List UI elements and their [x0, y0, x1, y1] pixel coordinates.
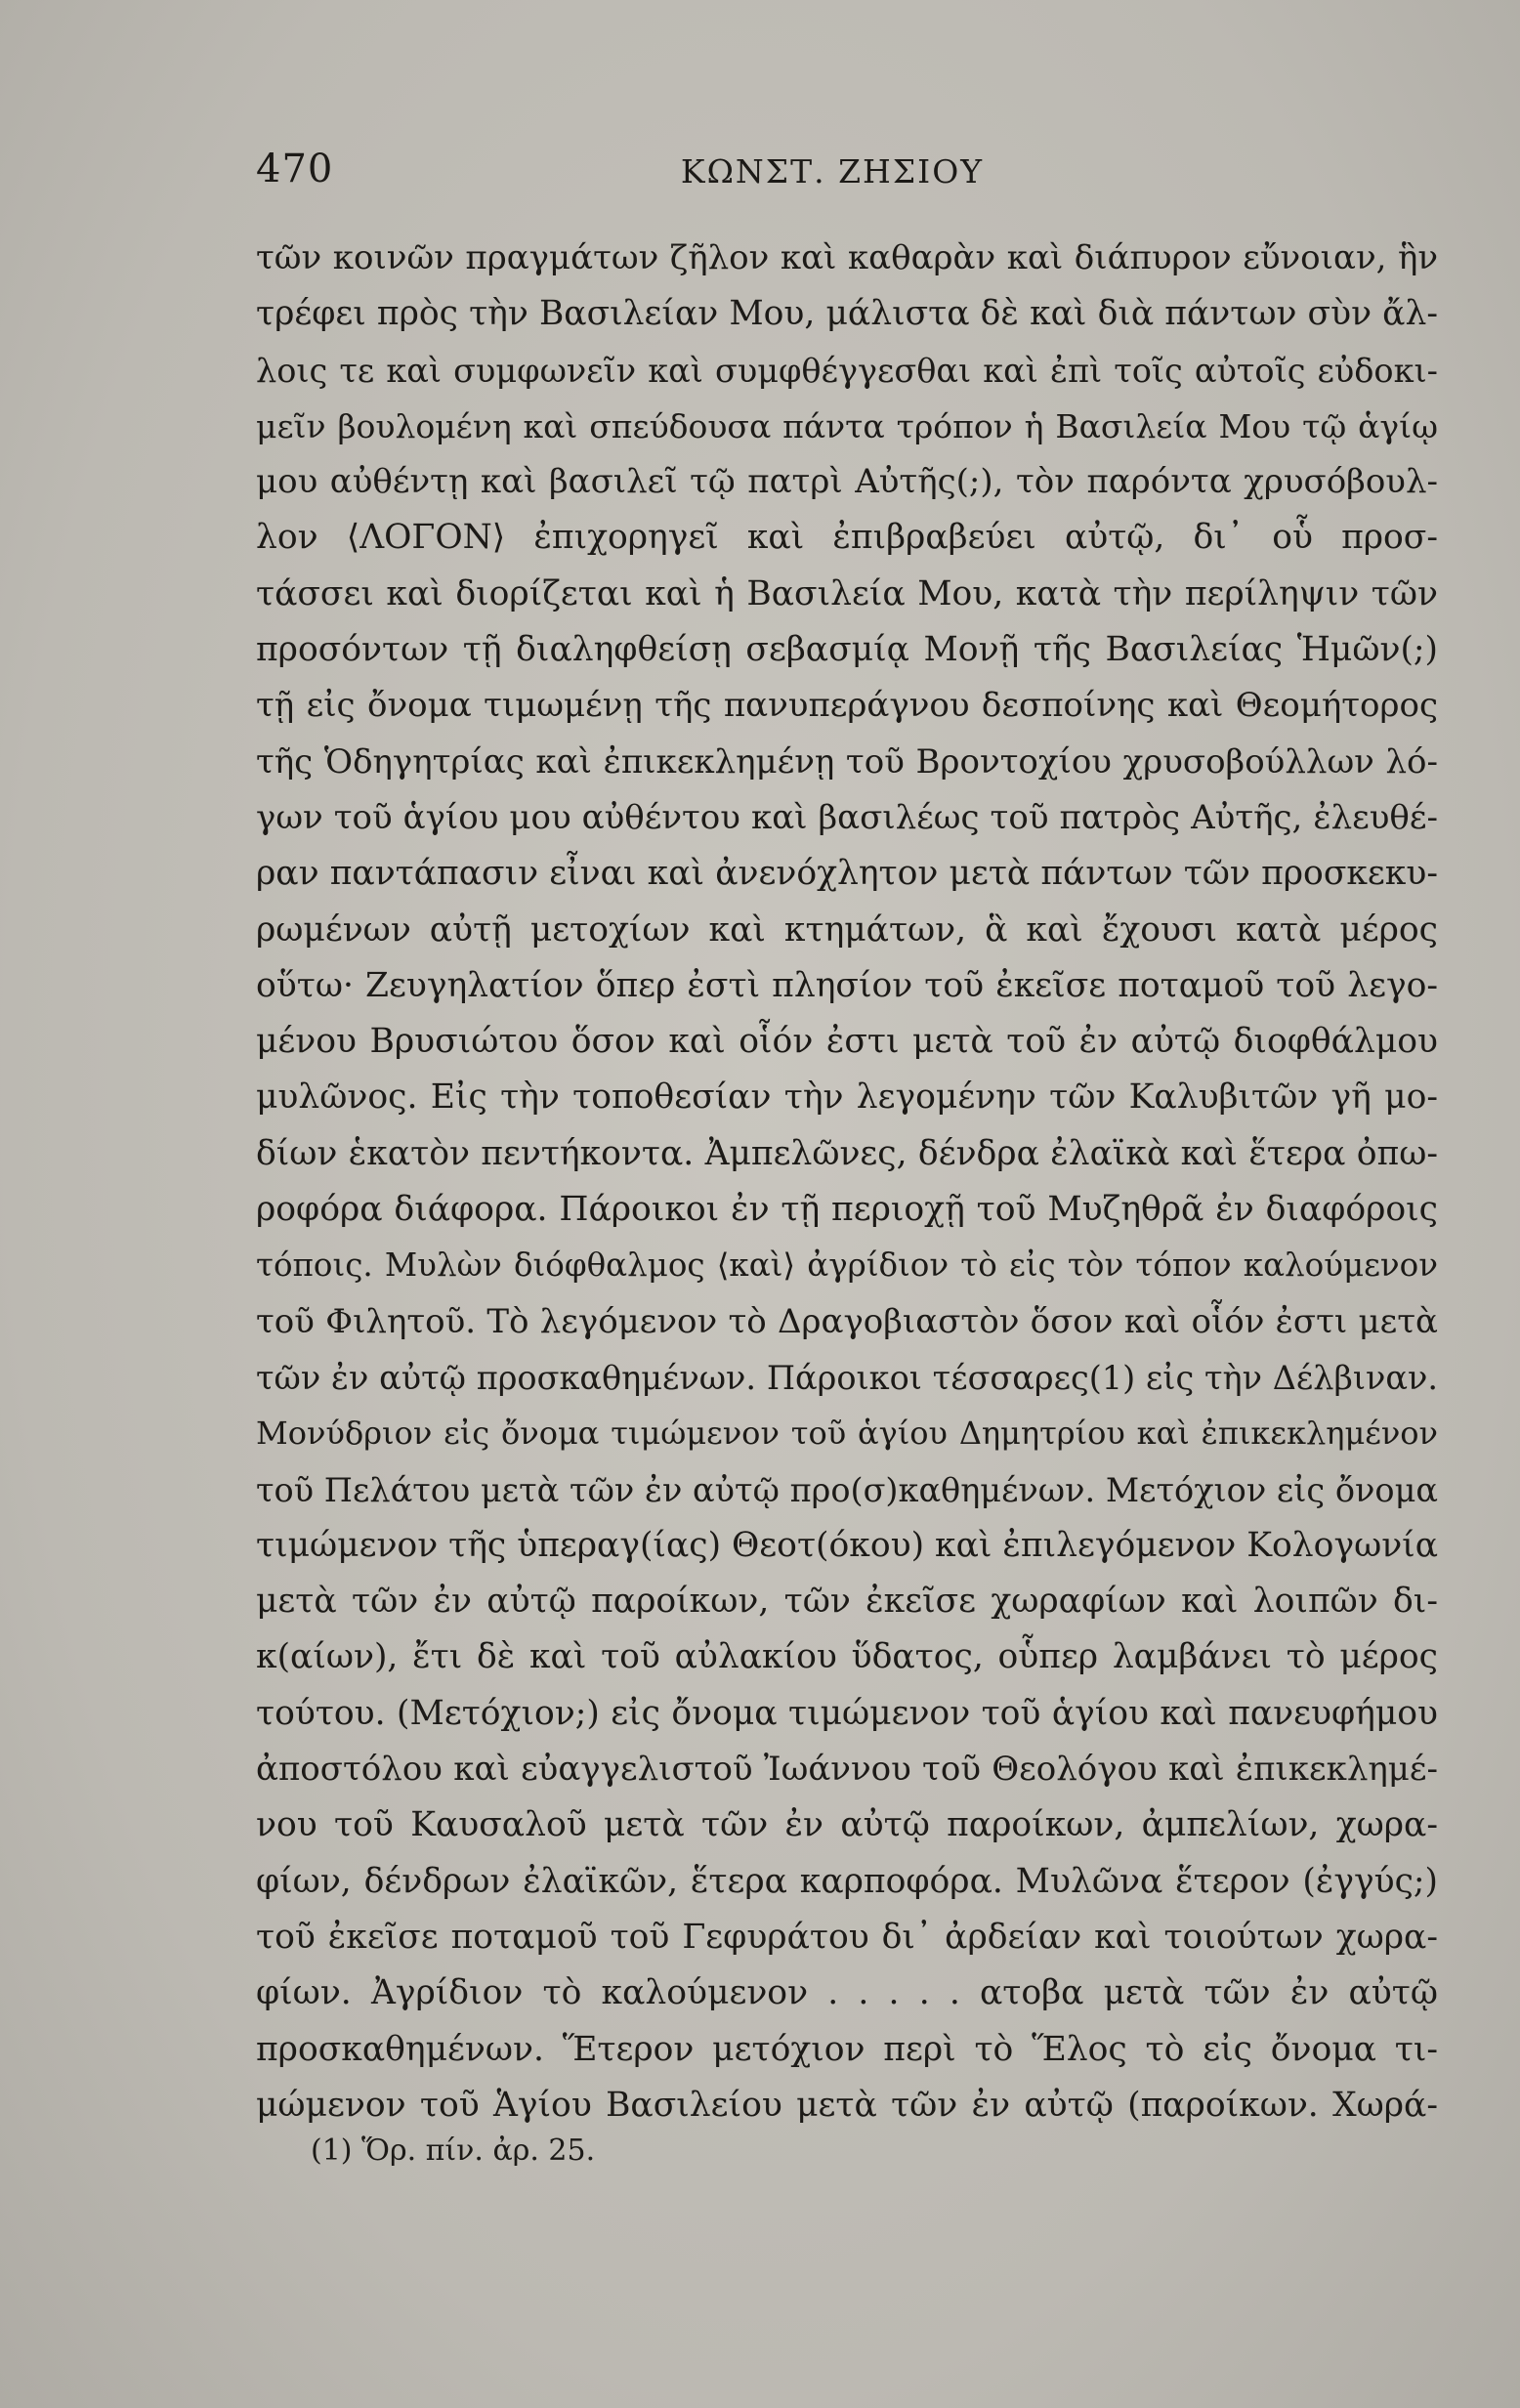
footnote: (1) Ὅρ. πίν. ἀρ. 25.	[311, 2133, 596, 2168]
text-line: τῇ εἰς ὄνομα τιμωμένῃ τῆς πανυπεράγνου δεσποίνης καὶ Θεομήτορος	[256, 686, 1438, 726]
text-line: ροφόρα διάφορα. Πάροικοι ἐν τῇ περιοχῇ τοῦ Μυζηθρᾶ ἐν διαφόροις	[256, 1190, 1438, 1230]
text-line: γων τοῦ ἁγίου μου αὐθέντου καὶ βασιλέως τοῦ πατρὸς Αὐτῆς, ἐλευθέ-	[256, 797, 1438, 837]
text-line: λοις τε καὶ συμφωνεῖν καὶ συμφθέγγεσθαι καὶ ἐπὶ τοῖς αὐτοῖς εὐδοκι-	[256, 351, 1438, 390]
text-line: τόποις. Μυλὼν διόφθαλμος ⟨καὶ⟩ ἀγρίδιον τὸ εἰς τὸν τόπον καλούμενον	[256, 1246, 1438, 1285]
text-line: τοῦ ἐκεῖσε ποταμοῦ τοῦ Γεφυράτου δι᾽ ἀρδείαν καὶ τοιούτων χωρα-	[256, 1917, 1438, 1957]
text-line: τρέφει πρὸς τὴν Βασιλείαν Μου, μάλιστα δὲ καὶ διὰ πάντων σὺν ἄλ-	[256, 294, 1438, 334]
text-line: μένου Βρυσιώτου ὅσον καὶ οἷόν ἐστι μετὰ τοῦ ἐν αὐτῷ διοφθάλμου	[256, 1022, 1438, 1062]
text-line: μώμενον τοῦ Ἁγίου Βασιλείου μετὰ τῶν ἐν αὐτῷ (παροίκων. Χωρά-	[256, 2085, 1438, 2125]
text-line: τάσσει καὶ διορίζεται καὶ ἡ Βασιλεία Μου, κατὰ τὴν περίληψιν τῶν	[256, 573, 1438, 613]
text-line: ραν παντάπασιν εἶναι καὶ ἀνενόχλητον μετὰ πάντων τῶν προσκεκυ-	[256, 854, 1438, 894]
body-text	[256, 231, 1438, 2133]
text-line: προσκαθημένων. Ἕτερον μετόχιον περὶ τὸ Ἕλος τὸ εἰς ὄνομα τι-	[256, 2029, 1438, 2069]
text-line: μυλῶνος. Εἰς τὴν τοποθεσίαν τὴν λεγομένην τῶν Καλυβιτῶν γῆ μο-	[256, 1077, 1438, 1118]
page-number: 470	[256, 147, 334, 191]
text-line: φίων, δένδρων ἐλαϊκῶν, ἕτερα καρποφόρα. Μυλῶνα ἕτερον (ἐγγύς;)	[256, 1861, 1438, 1901]
text-line: φίων. Ἀγρίδιον τὸ καλούμενον . . . . . ατοβα μετὰ τῶν ἐν αὐτῷ	[256, 1973, 1438, 2013]
text-line: κ(αίων), ἔτι δὲ καὶ τοῦ αὐλακίου ὕδατος, οὗπερ λαμβάνει τὸ μέρος	[256, 1637, 1438, 1677]
text-line: τῶν ἐν αὐτῷ προσκαθημένων. Πάροικοι τέσσαρες(1) εἰς τὴν Δέλβιναν.	[256, 1358, 1438, 1397]
text-line: τῶν κοινῶν πραγμάτων ζῆλον καὶ καθαρὰν καὶ διάπυρον εὔνοιαν, ἣν	[256, 238, 1438, 277]
text-line: ρωμένων αὐτῇ μετοχίων καὶ κτημάτων, ἃ καὶ ἔχουσι κατὰ μέρος	[256, 909, 1438, 950]
page-header	[256, 147, 1409, 205]
text-line: μου αὐθέντῃ καὶ βασιλεῖ τῷ πατρὶ Αὐτῆς(;), τὸν παρόντα χρυσόβουλ-	[256, 462, 1438, 502]
text-line: τοῦ Πελάτου μετὰ τῶν ἐν αὐτῷ προ(σ)καθημένων. Μετόχιον εἰς ὄνομα	[256, 1470, 1438, 1509]
text-line: νου τοῦ Καυσαλοῦ μετὰ τῶν ἐν αὐτῷ παροίκων, ἀμπελίων, χωρα-	[256, 1805, 1438, 1845]
text-line: Μονύδριον εἰς ὄνομα τιμώμενον τοῦ ἁγίου Δημητρίου καὶ ἐπικεκλημένον	[256, 1415, 1438, 1453]
text-line: προσόντων τῇ διαληφθείσῃ σεβασμίᾳ Μονῇ τῆς Βασιλείας Ἡμῶν(;)	[256, 630, 1438, 670]
text-line: οὕτω· Ζευγηλατίον ὅπερ ἐστὶ πλησίον τοῦ ἐκεῖσε ποταμοῦ τοῦ λεγο-	[256, 965, 1438, 1005]
text-line: τούτου. (Μετόχιον;) εἰς ὄνομα τιμώμενον τοῦ ἁγίου καὶ πανευφήμου	[256, 1693, 1438, 1733]
text-line: τῆς Ὁδηγητρίας καὶ ἐπικεκλημένῃ τοῦ Βροντοχίου χρυσοβούλλων λό-	[256, 741, 1438, 782]
text-line: τιμώμενον τῆς ὑπεραγ(ίας) Θεοτ(όκου) καὶ ἐπιλεγόμενον Κολογωνία	[256, 1525, 1438, 1565]
text-line: ἀποστόλου καὶ εὐαγγελιστοῦ Ἰωάννου τοῦ Θεολόγου καὶ ἐπικεκλημέ-	[256, 1750, 1438, 1790]
text-line: μετὰ τῶν ἐν αὐτῷ παροίκων, τῶν ἐκεῖσε χωραφίων καὶ λοιπῶν δι-	[256, 1582, 1438, 1622]
text-line: δίων ἑκατὸν πεντήκοντα. Ἀμπελῶνες, δένδρα ἐλαϊκὰ καὶ ἕτερα ὀπω-	[256, 1133, 1438, 1173]
running-head: ΚΩΝΣΤ. ΖΗΣΙΟΥ	[680, 152, 985, 190]
text-line: λον ⟨ΛΟΓΟΝ⟩ ἐπιχορηγεῖ καὶ ἐπιβραβεύει αὐτῷ, δι᾽ οὗ προσ-	[256, 518, 1438, 558]
text-line: μεῖν βουλομένη καὶ σπεύδουσα πάντα τρόπον ἡ Βασιλεία Μου τῷ ἁγίῳ	[256, 406, 1438, 445]
text-line: τοῦ Φιλητοῦ. Τὸ λεγόμενον τὸ Δραγοβιαστὸν ὅσον καὶ οἷόν ἐστι μετὰ	[256, 1301, 1438, 1341]
